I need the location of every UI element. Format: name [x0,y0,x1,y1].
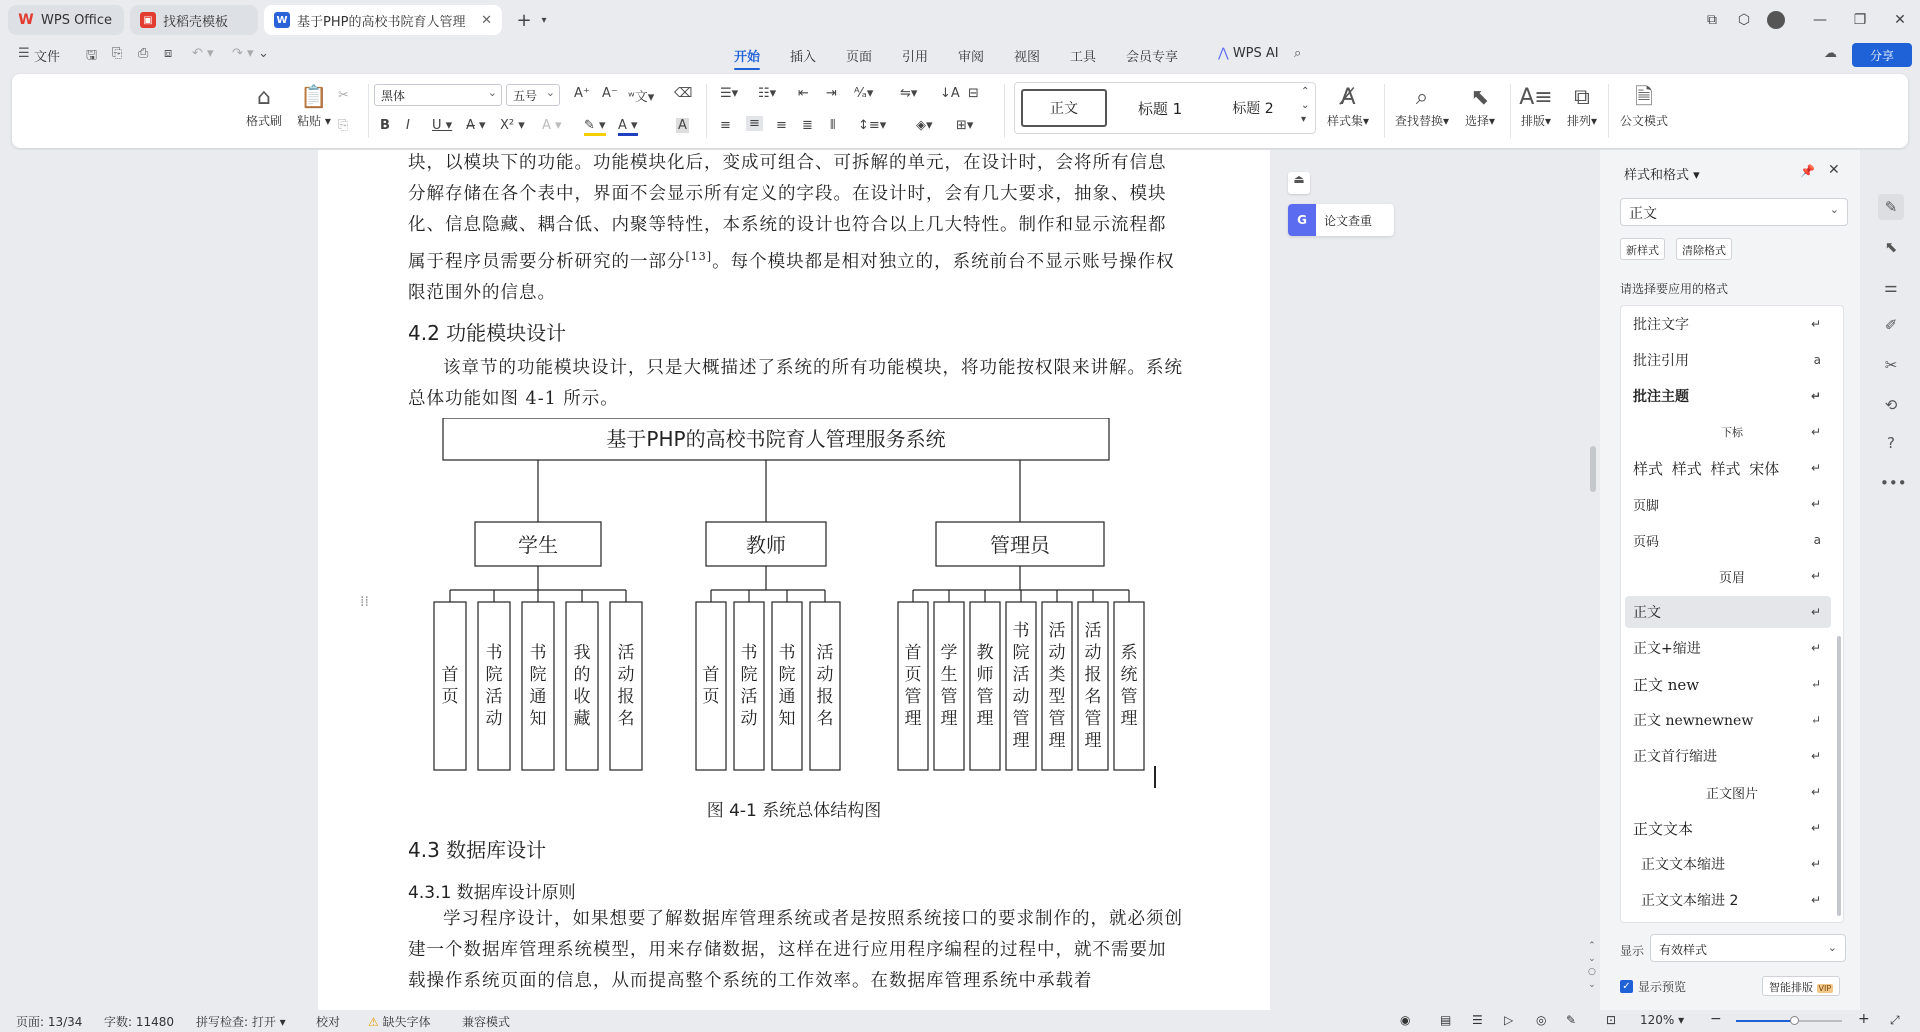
tab-list-icon[interactable]: ▾ [541,14,547,26]
diagram-leaf-box [478,602,510,770]
eye-icon[interactable]: ◉ [1400,1013,1411,1027]
style-item-label: 正文图片 [1705,786,1758,802]
redo-icon[interactable]: ↷ ▾ [232,46,254,61]
layout-icon: A≡ [1519,85,1553,110]
translate-icon[interactable]: ⟲ [1884,396,1898,414]
font-color-icon[interactable]: A ▾ [618,118,638,136]
paste-label: 粘贴 ▾ [297,114,331,128]
style-item-normal-newnewnew[interactable] [1625,704,1831,736]
menu-bar [0,40,1920,70]
clear-format-button[interactable]: 清除格式 [1676,238,1732,260]
cursor-icon: ⬉ [1470,85,1490,110]
new-tab-icon[interactable]: + [516,9,532,31]
line-spacing-icon[interactable]: ↕≡▾ [858,118,887,133]
style-item-normal[interactable] [1625,596,1831,628]
diagram-leaf-box [734,602,764,770]
layout-button[interactable] [1516,84,1556,129]
save-icon[interactable]: 🖫 [86,48,98,63]
style-label: 标题 1 [1137,99,1183,118]
spell-check[interactable]: 拼写检查: 打开 ▾ [196,1015,286,1029]
style-item-comment-text[interactable] [1625,308,1831,340]
style-label: 正文 [1050,101,1078,117]
highlight-icon[interactable]: ✎ ▾ [584,118,606,136]
menu-member[interactable]: 会员专享 [1126,50,1179,65]
divider [1608,84,1609,138]
check-icon: G [1288,204,1316,236]
ribbon [12,74,1908,148]
menu-tools[interactable]: 工具 [1070,50,1097,65]
diagram-group-label: 管理员 [990,533,1050,557]
paragraph: 该章节的功能模块设计，只是大概描述了系统的所有功能模块，将功能按权限来讲解。系统总体功能如图 4-1 所示。 [408,358,1183,409]
menu-start[interactable]: 开始 [734,46,760,65]
diagram-leaf-label: 学生管理 [940,643,958,729]
style-item-label: 正文 [1633,605,1661,621]
chevron-down-icon: ⌄ [1829,203,1839,216]
style-item-comment-subject[interactable] [1625,380,1831,412]
font-size-select[interactable] [506,84,560,106]
avatar[interactable] [1764,8,1788,32]
doc-format-label: 公文模式 [1619,114,1668,128]
paragraph-mark-icon: ↵ [1810,749,1821,763]
paragraph-mark-icon: ↵ [1810,857,1821,871]
divider [1004,84,1005,138]
undo-icon[interactable]: ↶ ▾ [192,46,214,61]
diagram-leaf-box [610,602,642,770]
diagram-leaf-box [810,602,840,770]
pin-icon[interactable]: 📌 [1800,164,1815,178]
more-icon[interactable]: ••• [1880,474,1907,492]
page-view-icon[interactable]: ▤ [1440,1013,1452,1027]
outline-view-icon[interactable]: ☰ [1472,1013,1483,1027]
increase-indent-icon[interactable]: ⇥ [826,86,837,101]
diagram-leaf-label: 活动报名 [816,643,834,729]
style-item-label: 批注主题 [1633,389,1689,405]
find-replace-button[interactable] [1390,84,1454,129]
show-marks-icon[interactable]: ⊟ [968,86,979,101]
menu-insert[interactable]: 插入 [790,50,817,65]
wps-ai-button[interactable] [1218,46,1279,61]
select-label: 选择▾ [1464,114,1496,128]
style-item-normal-image[interactable] [1625,776,1831,808]
search-icon: ⌕ [1415,85,1429,110]
paragraph-mark-icon: ↵ [1810,317,1821,331]
export-icon[interactable]: ⎘ [112,46,123,61]
style-item-label: 正文文本缩进 2 [1641,893,1739,909]
align-center-icon[interactable]: ≡ [746,116,763,131]
writer-logo-icon: W [274,12,290,28]
doc-format-button[interactable] [1616,84,1672,129]
paragraph-mark-icon: ↵ [1810,461,1821,475]
style-heading1[interactable] [1115,89,1205,127]
underline-button[interactable]: U ▾ [432,118,453,133]
diagram-leaf-box [696,602,726,770]
diagram-leaf-label: 书院活动 [485,643,503,729]
preview-checkbox[interactable] [1620,978,1686,995]
align-left-icon[interactable]: ≡ [720,118,731,133]
find-replace-label: 查找替换▾ [1394,114,1450,128]
distribute-icon[interactable]: ⫴ [830,118,836,133]
shrink-font-icon[interactable]: A⁻ [602,86,618,101]
paragraph-mark-icon: ↵ [1810,677,1821,691]
tab-label: 基于PHP的高校书院育人管理 [297,14,466,30]
align-right-icon[interactable]: ≡ [776,118,787,133]
text-cursor [1154,766,1156,788]
paste-button[interactable] [292,84,336,129]
style-item-normal-indent[interactable] [1625,632,1831,664]
font-size-value: 五号 [513,89,538,103]
help-icon[interactable]: ? [1887,434,1895,452]
paragraph-mark-icon: ↵ [1810,641,1821,655]
paragraph-mark-icon: ↵ [1810,389,1821,403]
arrange-label: 排列▾ [1566,114,1598,128]
select-cursor-icon[interactable]: ⬉ [1884,238,1898,256]
tab-label: 找稻壳模板 [163,14,229,30]
diagram-leaf-label: 首页 [702,665,720,707]
wps-ai-label: WPS AI [1232,46,1279,61]
diagram-leaf-box [898,602,928,770]
panel-title[interactable]: 样式和格式 ▾ [1624,168,1700,183]
right-toolbar [1862,150,1920,1010]
thesis-check-label: 论文查重 [1324,213,1373,228]
zoom-value: 120% [1640,1013,1675,1027]
web-view-icon[interactable]: ◎ [1536,1013,1547,1027]
document-icon: 🗎 [1635,85,1653,110]
zoom-slider-fill [1736,1020,1794,1022]
diagram-leaf-label: 书院活动管理 [1012,621,1030,751]
smart-layout-label: 智能排版 [1769,981,1813,994]
style-item-label: 正文+缩进 [1633,641,1701,657]
diagram-groups [434,460,1144,770]
style-item-label: 页眉 [1718,570,1745,586]
drag-handle-icon[interactable]: ⁞⁞ [360,594,369,610]
tab-wps-office[interactable] [8,5,124,35]
style-item-label: 页码 [1633,534,1660,550]
paragraph [408,148,1184,309]
divider [368,84,369,138]
justify-icon[interactable]: ≣ [802,118,813,133]
play-icon[interactable]: ▷ [1504,1013,1514,1027]
diagram-leaf-label: 书院活动 [740,643,758,729]
arrange-button[interactable] [1562,84,1602,129]
diagram-root-label: 基于PHP的高校书院育人管理服务系统 [606,427,946,451]
style-gallery [1014,82,1316,134]
compat-mode: 兼容模式 [462,1015,511,1029]
char-style-icon: a [1813,353,1821,367]
close-window-icon[interactable]: ✕ [1894,12,1906,28]
style-list [1620,305,1844,923]
proofread[interactable]: 校对 [316,1015,341,1029]
font-family-select[interactable] [374,84,502,106]
style-item-label: 正文 new [1633,675,1700,694]
panel-title-label: 样式和格式 [1624,168,1690,183]
menu-review[interactable]: 审阅 [958,50,985,65]
strikethrough-button[interactable]: A̶ ▾ [466,118,486,133]
adjust-icon[interactable]: ⚌ [1884,278,1898,296]
select-button[interactable] [1458,84,1502,129]
border-icon[interactable]: ⊞▾ [956,118,974,133]
fit-icon[interactable]: ⊡ [1606,1013,1617,1027]
print-preview-icon[interactable]: ⧈ [164,46,173,61]
scroll-buttons[interactable]: ⌃ ⌄ ○ ⌄ [1588,941,1596,990]
paragraph-mark-icon: ↵ [1810,497,1821,511]
text-effect-icon[interactable]: A ▾ [542,118,562,133]
diagram-leaf-label: 书院通知 [529,643,547,729]
tab-template[interactable] [130,5,258,35]
menu-view[interactable]: 视图 [1014,50,1041,65]
show-filter-select[interactable] [1650,934,1846,962]
style-set-icon: A̸ [1340,85,1356,110]
diagram-leaf-label: 系统管理 [1120,643,1138,729]
style-item-first-indent[interactable] [1625,740,1831,772]
style-set-button[interactable] [1320,84,1376,129]
fullscreen-icon[interactable]: ⤢ [1890,1013,1900,1027]
paste-icon: 📋 [300,85,328,110]
status-bar [0,1010,1920,1032]
heading-4-3: 4.3 数据库设计 [408,838,547,862]
citation: [13] [685,250,713,263]
arrange-icon: ⧉ [1574,85,1590,110]
word-count[interactable]: 字数: 11480 [104,1015,175,1029]
current-style-select[interactable] [1620,198,1848,226]
restore-icon[interactable]: ❐ [1853,12,1867,28]
hamburger-icon[interactable]: ☰ [18,46,30,61]
divider [706,84,707,138]
diagram-group-label: 教师 [746,533,786,557]
tools-icon[interactable]: ✂ [1884,356,1898,374]
file-menu[interactable]: 文件 [34,50,61,65]
decrease-indent-icon[interactable]: ⇤ [798,86,809,101]
heading-4-2: 4.2 功能模块设计 [408,321,567,345]
vertical-scrollbar[interactable] [1590,446,1596,492]
numbering-icon[interactable]: ☷▾ [758,86,777,101]
wps-logo-icon: W [18,12,34,28]
title-bar [0,0,1920,40]
tab-label: WPS Office [41,12,113,28]
current-style-value: 正文 [1629,206,1657,222]
thesis-check-button[interactable] [1288,204,1394,236]
paragraph-mark-icon: ↵ [1810,785,1821,799]
char-style-icon: a [1813,533,1821,547]
style-item-label: 正文首行缩进 [1633,749,1717,765]
paragraph: 学习程序设计，如果想要了解数据库管理系统或者是按照系统接口的要求制作的，就必须创建一个数据库管理系统模型，用来存储数据，这样在进行应用程序编程的过程中，就不需要加载操作系统页面的信息，从而提高整个系统的工作效率。在数据库管理系统中承载着 [408,909,1183,991]
menu-reference[interactable]: 引用 [902,50,929,65]
close-tab-icon[interactable]: ✕ [481,12,492,28]
bold-button[interactable]: B [380,118,390,133]
edit-doc-icon[interactable]: ✐ [1884,316,1898,334]
diagram-leaf-box [522,602,554,770]
paragraph-mark-icon: ↵ [1810,821,1821,835]
format-painter-label: 格式刷 [245,114,282,128]
style-item-comment-ref[interactable] [1625,344,1831,376]
preview-label: 显示预览 [1638,980,1687,994]
style-heading2[interactable] [1211,89,1295,127]
superscript-button[interactable]: X² ▾ [500,118,525,133]
heading-4-3-1: 4.3.1 数据库设计原则 [408,883,576,903]
diagram-leaf-box [566,602,598,770]
diagram-leaf-label: 我的收藏 [573,643,591,729]
style-item-label: 下标 [1721,426,1743,439]
style-item-label: 批注文字 [1633,317,1689,333]
italic-button[interactable]: I [406,118,410,133]
spell-check-label: 拼写检查: 打开 [196,1015,276,1029]
share-button[interactable] [1852,43,1912,67]
paragraph-mark-icon: ↵ [1810,713,1821,727]
show-label: 显示 [1620,944,1645,958]
style-prompt: 请选择要应用的格式 [1620,282,1729,296]
chevron-down-icon: ⌄ [487,86,497,99]
close-panel-icon[interactable]: ✕ [1828,162,1840,178]
char-shading-icon[interactable]: A [678,118,687,133]
divider [1510,84,1511,138]
diagram-leaf-box [772,602,802,770]
chevron-down-icon: ⌄ [545,86,555,99]
style-list-scrollbar[interactable] [1837,636,1841,916]
style-item-label: 样式 样式 样式 宋体 [1633,459,1780,478]
new-style-button[interactable]: 新样式 [1620,238,1665,260]
zoom-in-icon[interactable]: + [1858,1011,1870,1027]
missing-font[interactable] [368,1013,431,1030]
structure-diagram [318,418,1270,788]
show-filter-value: 有效样式 [1659,943,1708,957]
style-item-style-songti[interactable] [1625,452,1831,484]
style-item-body-indent-2[interactable] [1625,884,1831,916]
copy-icon[interactable]: ⎘ [338,118,349,133]
paragraph-mark-icon: ↵ [1810,605,1821,619]
paragraph-text: 。每个模块都是相对独立的，系统前台不显示账号操作权限范围外的信息。 [408,251,1175,303]
wps-ai-icon: ⋀ [1218,46,1229,61]
tab-document[interactable] [264,5,502,35]
docer-logo-icon: ▣ [140,12,156,28]
paragraph-text: 块，以模块下的功能。功能模块化后，变成可组合、可拆解的单元，在设计时，会将所有信息分解存储在各个表中，界面不会显示所有定义的字段。在设计时，会有几大要求，抽象、模块化、信息隐藏、耦合低、内聚等特性，本系统的设计也符合以上几大特性。制作和显示流程都属于程序员需要分析研究的一部分 [408,153,1167,272]
zoom-level[interactable]: 120% ▾ [1640,1013,1685,1027]
diagram-leaf-label: 首页管理 [904,643,922,729]
checkbox-checked-icon: ✓ [1620,980,1633,993]
cube-icon[interactable]: ⬡ [1737,12,1751,28]
paragraph-mark-icon: ↵ [1810,569,1821,583]
style-set-label: 样式集▾ [1326,114,1370,128]
chevron-down-icon: ⌄ [1827,941,1837,954]
document-page[interactable] [318,150,1270,1010]
more-icon[interactable]: ⌄ [258,46,269,61]
print-icon[interactable]: ⎙ [138,46,149,61]
figure-caption: 图 4-1 系统总体结构图 [706,801,882,821]
style-normal[interactable] [1021,89,1107,127]
font-family-value: 黑体 [381,89,406,103]
gallery-scroll-icon[interactable]: ⌃ ⌄ ▾ [1301,86,1310,125]
clear-format-icon[interactable]: ⌫ [674,86,693,101]
diagram-leaf-label: 教师管理 [976,643,994,729]
vip-badge: VIP [1818,984,1832,993]
style-item-label: 正文文本缩进 [1641,857,1725,873]
diagram-leaf-box [434,602,466,770]
style-item-label: 正文文本 [1633,819,1694,838]
zoom-slider[interactable] [1736,1020,1842,1022]
layout-label: 排版▾ [1520,114,1552,128]
paragraph-mark-icon: ↵ [1810,425,1821,439]
bullets-icon[interactable]: ☰▾ [720,86,739,101]
format-painter-button[interactable] [242,84,286,129]
zoom-out-icon[interactable]: − [1710,1011,1722,1027]
diagram-leaf-label: 首页 [441,665,459,707]
warning-icon: ⚠ [368,1015,379,1029]
diagram-leaf-label: 书院通知 [778,643,796,729]
styles-pen-icon[interactable]: ✎ [1878,194,1904,220]
diagram-leaf-label: 活动类型管理 [1048,621,1066,751]
cloud-icon[interactable]: ☁ [1824,46,1837,61]
pen-icon[interactable]: ✎ [1566,1013,1577,1027]
style-item-normal-new[interactable] [1625,668,1831,700]
paragraph-mark-icon: ↵ [1810,893,1821,907]
grow-font-icon[interactable]: A⁺ [574,86,590,101]
menu-page[interactable]: 页面 [846,50,873,65]
diagram-leaf-label: 活动报名 [617,643,635,729]
minimize-icon[interactable]: — [1813,12,1827,28]
style-item-label: 正文 newnewnew [1633,713,1754,729]
zoom-slider-thumb[interactable] [1790,1016,1799,1025]
style-item-header[interactable] [1625,560,1831,592]
style-item-body-indent[interactable] [1625,848,1831,880]
collapse-icon[interactable]: ⏏ [1288,172,1310,194]
share-label: 分享 [1869,48,1894,63]
missing-font-label: 缺失字体 [382,1015,431,1029]
diagram-group-label: 学生 [518,533,558,557]
style-item-footer[interactable] [1625,488,1831,520]
search-icon[interactable]: ⌕ [1294,46,1302,61]
shading-icon[interactable]: ◈▾ [916,118,933,133]
style-item-body-text[interactable] [1625,812,1831,844]
char-scale-icon[interactable]: ᴬ⁄ₐ▾ [854,86,874,101]
style-item-subscript[interactable] [1625,416,1831,448]
cut-icon[interactable]: ✂ [338,88,349,103]
smart-layout-button[interactable] [1762,976,1840,996]
brush-icon: ⌂ [257,85,271,110]
style-item-label: 批注引用 [1633,353,1689,369]
diagram-leaf-label: 活动报名管理 [1084,621,1102,751]
diagram-leaf-box [970,602,1000,770]
window-layout-icon[interactable]: ⧉ [1707,12,1717,28]
phonetic-icon[interactable]: ʷ文▾ [628,90,655,105]
style-item-page-number[interactable] [1625,524,1831,556]
page-count[interactable]: 页面: 13/34 [16,1015,83,1029]
sort-direction-icon[interactable]: ⇋▾ [900,86,918,101]
style-item-label: 页脚 [1633,498,1660,514]
sort-icon[interactable]: ↓A [940,86,960,101]
divider [1384,84,1385,138]
diagram-leaf-box [934,602,964,770]
style-label: 标题 2 [1232,101,1274,117]
diagram-leaf-box [1114,602,1144,770]
